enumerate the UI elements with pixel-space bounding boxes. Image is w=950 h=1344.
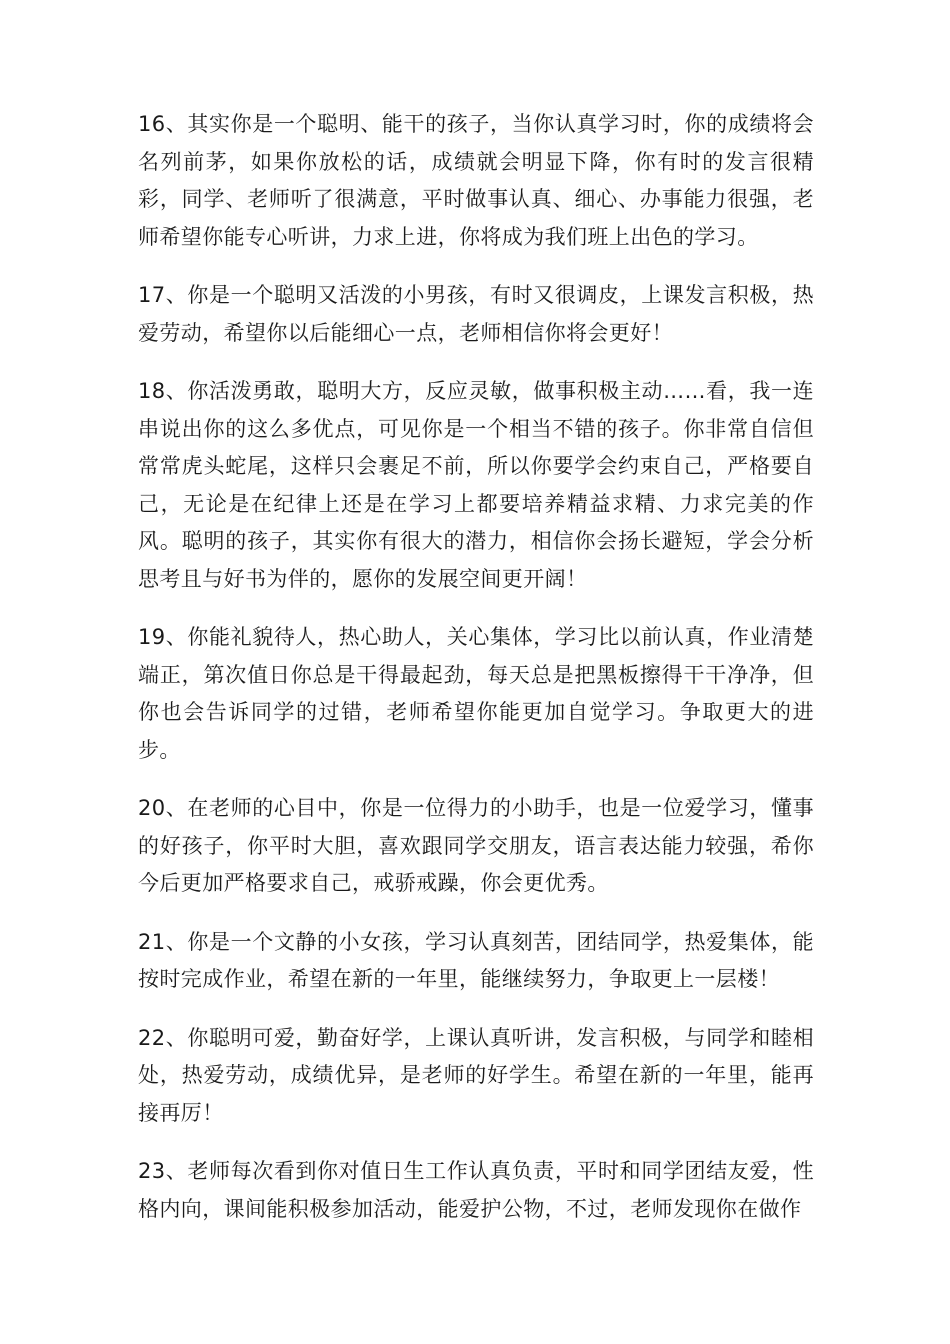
document-body <box>138 106 814 1249</box>
paragraph-19: 19、你能礼貌待人，热心助人，关心集体，学习比以前认真，作业清楚端正，第次值日你总是干得最起劲，每天总是把黑板擦得干干净净，但你也会告诉同学的过错，老师希望你能更加自觉学习。争取更大的进步。 <box>138 625 814 762</box>
paragraph-20: 20、在老师的心目中，你是一位得力的小助手，也是一位爱学习，懂事的好孩子，你平时大胆，喜欢跟同学交朋友，语言表达能力较强，希你今后更加严格要求自己，戒骄戒躁，你会更优秀。 <box>138 796 814 895</box>
paragraph-23: 23、老师每次看到你对值日生工作认真负责，平时和同学团结友爱，性格内向，课间能积极参加活动，能爱护公物，不过，老师发现你在做作 <box>138 1159 814 1221</box>
paragraph-17: 17、你是一个聪明又活泼的小男孩，有时又很调皮，上课发言积极，热爱劳动，希望你以后能细心一点，老师相信你将会更好！ <box>138 283 814 345</box>
paragraph-18: 18、你活泼勇敢，聪明大方，反应灵敏，做事积极主动……看，我一连串说出你的这么多优点，可见你是一个相当不错的孩子。你非常自信但常常虎头蛇尾，这样只会裹足不前，所以你要学会约束自己，严格要自己，无论是在纪律上还是在学习上都要培养精益求精、力求完美的作风。聪明的孩子，其实你有很大的潜力，相信你会扬长避短，学会分析思考且与好书为伴的，愿你的发展空间更开阔！ <box>138 379 814 591</box>
paragraph-16: 16、其实你是一个聪明、能干的孩子，当你认真学习时，你的成绩将会名列前茅，如果你放松的话，成绩就会明显下降，你有时的发言很精彩，同学、老师听了很满意，平时做事认真、细心、办事能力很强，老师希望你能专心听讲，力求上进，你将成为我们班上出色的学习。 <box>138 112 814 249</box>
paragraph-21: 21、你是一个文静的小女孩，学习认真刻苦，团结同学，热爱集体，能按时完成作业，希望在新的一年里，能继续努力，争取更上一层楼！ <box>138 929 814 991</box>
paragraph-22: 22、你聪明可爱，勤奋好学，上课认真听讲，发言积极，与同学和睦相处，热爱劳动，成绩优异，是老师的好学生。希望在新的一年里，能再接再厉！ <box>138 1025 814 1125</box>
